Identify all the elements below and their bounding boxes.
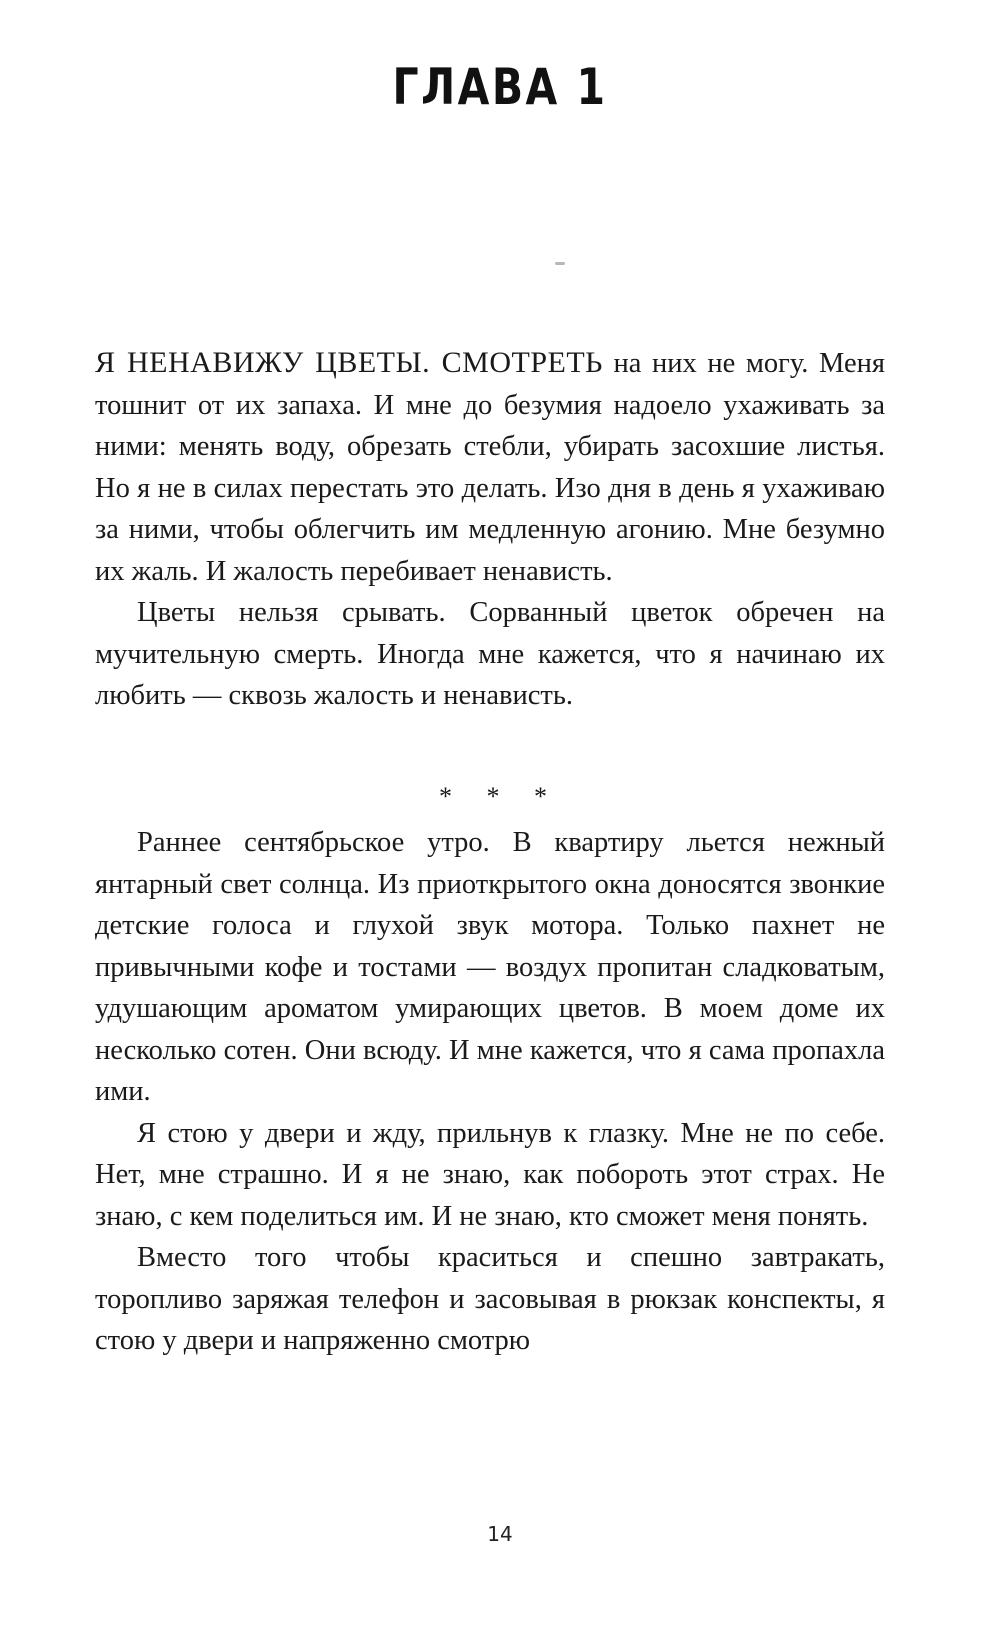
page-number: 14 [487, 1522, 513, 1546]
section-two [95, 822, 885, 1362]
print-speck [555, 262, 565, 265]
scene-separator: * * * [439, 782, 561, 811]
section-two-paragraph-1: Раннее сентябрьское утро. В квартиру льется нежный янтарный свет солнца. Из приоткрытого окна доносятся звонкие детские голоса и глухой звук мотора. Только пахнет не привычными кофе и тостами — воздух пропитан сладковатым, удушающим ароматом умирающих цветов. В моем доме их несколько сотен. Они всюду. И мне кажется, что я сама пропахла ими. [95, 827, 885, 1107]
section-one [95, 342, 885, 717]
chapter-title: ГЛАВА 1 [392, 58, 608, 116]
opening-rest: на них не могу. Меня тошнит от их запаха. И мне до безумия надоело ухаживать за ними: менять воду, обрезать стебли, убирать засохшие листья. Но я не в силах перестать это делать. Изо дня в день я ухаживаю за ними, чтобы облегчить им медленную агонию. Мне безумно их жаль. И жалость перебивает ненависть. [95, 348, 885, 587]
section-two-paragraph-2: Я стою у двери и жду, прильнув к глазку. Мне не по себе. Нет, мне страшно. И я не знаю, как побороть этот страх. Не знаю, с кем поделиться им. И не знаю, кто сможет меня понять. [95, 1117, 885, 1232]
section-two-paragraph-3: Вместо того чтобы краситься и спешно завтракать, торопливо заряжая телефон и засовывая в рюкзак конспекты, я стою у двери и напряженно смотрю [95, 1242, 885, 1356]
section-one-paragraph-2: Цветы нельзя срывать. Сорванный цветок обречен на мучительную смерть. Иногда мне кажется, что я начинаю их любить — сквозь жалость и ненависть. [95, 597, 885, 711]
opening-caps: Я НЕНАВИЖУ ЦВЕТЫ. СМОТРЕТЬ [95, 346, 603, 379]
section-one-paragraph-1 [95, 342, 885, 592]
